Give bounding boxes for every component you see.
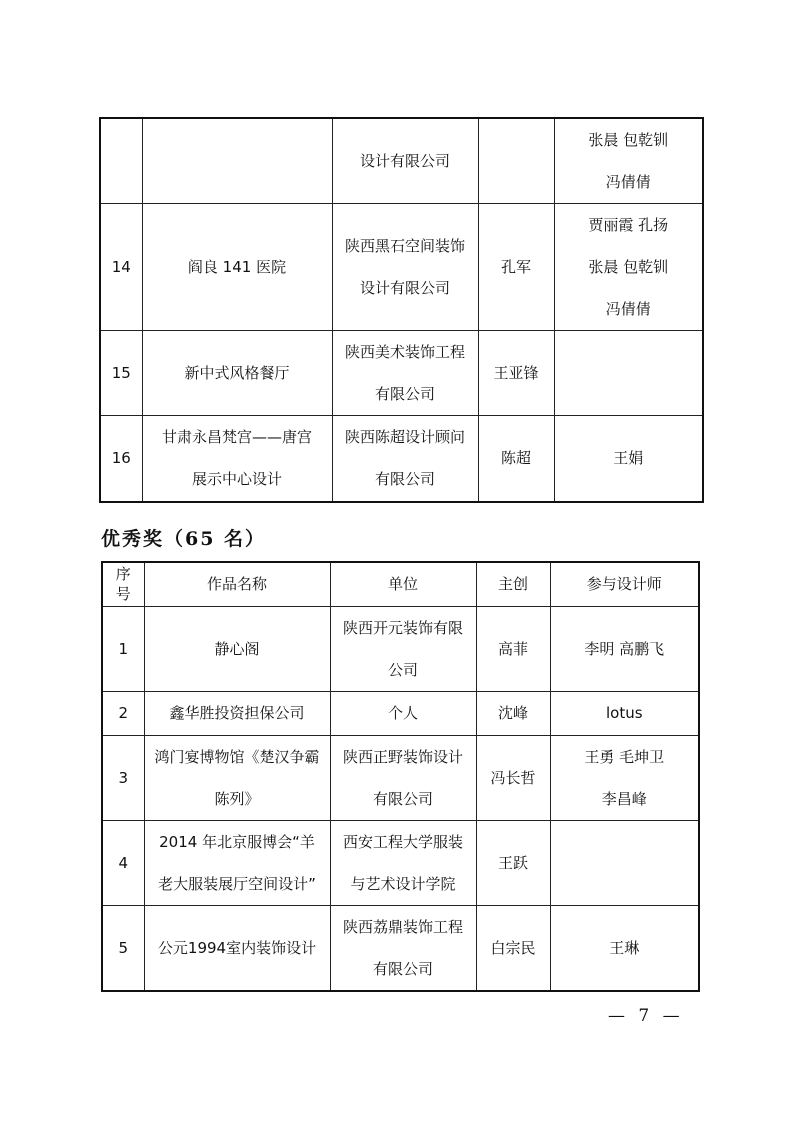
- cell-line: 个人: [387, 704, 418, 722]
- cell-work: [144, 735, 330, 820]
- cell-work: [144, 820, 330, 905]
- cell-unit: [332, 331, 478, 416]
- award-table-continued: [99, 117, 704, 503]
- cell-no: 2: [102, 691, 144, 735]
- cell-line: 张晨 包乾钏: [588, 131, 669, 149]
- cell-line: 陕西美术装饰工程: [344, 343, 465, 361]
- cell-unit: [330, 691, 476, 735]
- cell-line: 陕西开元装饰有限: [342, 618, 463, 637]
- cell-designers: [550, 820, 699, 905]
- cell-no: 15: [100, 331, 142, 416]
- cell-designers: [554, 331, 703, 416]
- cell-unit: [330, 905, 476, 991]
- cell-lead: 高菲: [476, 606, 550, 691]
- table-row: [102, 606, 699, 691]
- cell-line: 展示中心设计: [191, 470, 282, 489]
- cell-unit: [330, 735, 476, 820]
- cell-unit: [332, 416, 478, 502]
- cell-line: 阎良 141 医院: [187, 258, 287, 276]
- cell-line: 有限公司: [372, 789, 433, 808]
- cell-work: [142, 118, 332, 204]
- header-designers: 参与设计师: [550, 562, 699, 606]
- cell-unit: [330, 820, 476, 905]
- cell-line: 设计有限公司: [359, 152, 450, 170]
- cell-work: [144, 691, 330, 735]
- cell-unit: [332, 204, 478, 331]
- cell-line: 老大服装展厅空间设计”: [158, 874, 316, 893]
- cell-lead: 沈峰: [476, 691, 550, 735]
- cell-lead: 陈超: [478, 416, 554, 502]
- cell-line: 陕西黑石空间装饰: [344, 237, 465, 255]
- cell-line: 鸿门宴博物馆《楚汉争霸: [154, 747, 320, 766]
- cell-lead: 王亚锋: [478, 331, 554, 416]
- cell-no: 4: [102, 820, 144, 905]
- cell-line: 有限公司: [374, 470, 435, 489]
- cell-line: lotus: [605, 704, 643, 722]
- cell-line: 王勇 毛坤卫: [584, 747, 665, 766]
- cell-lead: 白宗民: [476, 905, 550, 991]
- excellence-award-table: [101, 561, 700, 992]
- cell-work: [144, 606, 330, 691]
- table-row: [102, 735, 699, 820]
- cell-line: 王琳: [609, 938, 640, 957]
- header-no: 序 号: [102, 562, 144, 606]
- cell-line: 陕西正野装饰设计: [342, 747, 463, 766]
- table-row: [100, 118, 703, 204]
- cell-designers: [550, 905, 699, 991]
- header-lead: 主创: [476, 562, 550, 606]
- cell-line: 与艺术设计学院: [350, 874, 456, 893]
- cell-line: 李明 高鹏飞: [584, 639, 665, 658]
- header-unit: 单位: [330, 562, 476, 606]
- cell-work: [142, 331, 332, 416]
- cell-line: 李昌峰: [601, 789, 647, 808]
- cell-line: 陕西荔鼎装饰工程: [342, 917, 463, 936]
- table-row: [100, 331, 703, 416]
- section-heading: 优秀奖（65 名）: [101, 528, 267, 550]
- cell-designers: [550, 606, 699, 691]
- cell-no: 3: [102, 735, 144, 820]
- cell-no: 16: [100, 416, 142, 502]
- cell-designers: [554, 416, 703, 502]
- cell-line: 陈列》: [214, 789, 260, 808]
- cell-line: 甘肃永昌梵宫——唐宫: [161, 428, 312, 447]
- cell-designers: [550, 735, 699, 820]
- header-work: 作品名称: [144, 562, 330, 606]
- cell-lead: 王跃: [476, 820, 550, 905]
- cell-work: [144, 905, 330, 991]
- cell-work: [142, 416, 332, 502]
- cell-line: 陕西陈超设计顾问: [344, 428, 465, 447]
- cell-line: 2014 年北京服博会“羊: [159, 832, 315, 851]
- table-row: [102, 820, 699, 905]
- cell-line: 冯倩倩: [605, 173, 651, 191]
- cell-work: [142, 204, 332, 331]
- cell-line: 西安工程大学服装: [342, 832, 463, 851]
- cell-designers: [554, 204, 703, 331]
- page-number: — 7 —: [608, 1006, 684, 1026]
- cell-line: 冯倩倩: [605, 300, 651, 318]
- cell-line: 贾丽霞 孔扬: [588, 216, 669, 234]
- cell-lead: 冯长哲: [476, 735, 550, 820]
- cell-no: 1: [102, 606, 144, 691]
- cell-line: 有限公司: [374, 385, 435, 403]
- cell-lead: 孔军: [478, 204, 554, 331]
- cell-line: 张晨 包乾钏: [588, 258, 669, 276]
- cell-line: 鑫华胜投资担保公司: [169, 704, 305, 722]
- cell-no: 5: [102, 905, 144, 991]
- cell-unit: [330, 606, 476, 691]
- cell-line: 公元1994室内装饰设计: [157, 938, 317, 957]
- table-row: [102, 691, 699, 735]
- cell-lead: [478, 118, 554, 204]
- cell-line: 有限公司: [372, 959, 433, 978]
- cell-designers: [550, 691, 699, 735]
- table-header-row: [102, 562, 699, 606]
- table-row: [102, 905, 699, 991]
- cell-line: 公司: [387, 660, 418, 679]
- cell-line: 静心阁: [214, 639, 260, 658]
- cell-unit: [332, 118, 478, 204]
- cell-no: 14: [100, 204, 142, 331]
- cell-line: 设计有限公司: [359, 279, 450, 297]
- table-row: [100, 416, 703, 502]
- cell-line: 王娟: [613, 449, 644, 468]
- cell-line: 新中式风格餐厅: [184, 364, 290, 382]
- table-row: [100, 204, 703, 331]
- cell-designers: [554, 118, 703, 204]
- cell-no: [100, 118, 142, 204]
